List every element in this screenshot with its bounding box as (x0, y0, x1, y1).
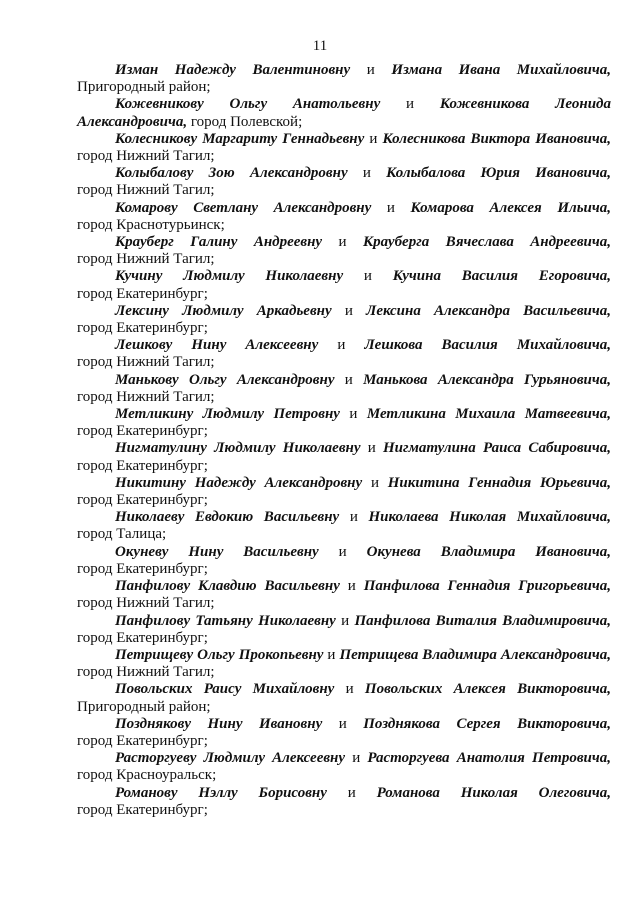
husband-name: Панфилова Виталия Владимировича, (354, 612, 612, 629)
list-item (77, 337, 611, 371)
conjunction: и (347, 578, 356, 595)
place: город Екатеринбург; (77, 801, 208, 818)
list-item (77, 268, 611, 302)
wife-name: Панфилову Татьяну Николаевну (115, 612, 336, 629)
husband-name: Панфилова Геннадия Григорьевича, (363, 578, 612, 595)
conjunction: и (352, 750, 361, 767)
husband-name: Комарова Алексея Ильича, (410, 199, 612, 216)
list-item (77, 613, 611, 647)
husband-name: Романова Николая Олеговича, (376, 784, 612, 801)
husband-name: Петрищева Владимира Александровича, (339, 646, 611, 663)
list-item (77, 475, 611, 509)
couples-list (77, 62, 611, 819)
conjunction: и (369, 130, 378, 147)
wife-name: Нигматулину Людмилу Николаевну (115, 440, 361, 457)
conjunction: и (337, 337, 346, 354)
husband-name: Метликина Михаила Матвеевича, (366, 406, 611, 423)
place: город Екатеринбург; (77, 457, 208, 474)
place: город Екатеринбург; (77, 629, 208, 646)
place: город Екатеринбург; (77, 732, 208, 749)
husband-name: Окунева Владимира Ивановича, (366, 543, 612, 560)
place: город Краснотурьинск; (77, 216, 225, 233)
page-number: 11 (312, 38, 328, 54)
place: город Екатеринбург; (77, 560, 208, 577)
wife-name: Расторгуеву Людмилу Алексеевну (115, 750, 346, 767)
conjunction: и (363, 268, 372, 285)
list-item (77, 785, 611, 819)
place: город Полевской; (190, 113, 303, 130)
conjunction: и (349, 509, 358, 526)
place: город Екатеринбург; (77, 492, 208, 509)
wife-name: Лексину Людмилу Аркадьевну (115, 302, 332, 319)
list-item (77, 578, 611, 612)
wife-name: Никитину Надежду Александровну (115, 474, 363, 491)
husband-name: Никитина Геннадия Юрьевича, (387, 474, 612, 491)
list-item (77, 234, 611, 268)
wife-name: Кучину Людмилу Николаевну (115, 268, 344, 285)
husband-name: Кожевникова Леонида (439, 96, 611, 113)
conjunction: и (338, 543, 347, 560)
conjunction: и (347, 784, 356, 801)
husband-name: Лексина Александра Васильевича, (366, 302, 611, 319)
place: город Екатеринбург; (77, 423, 208, 440)
list-item (77, 509, 611, 543)
place: город Нижний Тагил; (77, 251, 215, 268)
husband-name: Позднякова Сергея Викторовича, (363, 715, 612, 732)
wife-name: Петрищеву Ольгу Прокопьевну (115, 646, 324, 663)
place: город Красноуральск; (77, 767, 217, 784)
place: город Нижний Тагил; (77, 148, 215, 165)
wife-name: Кожевникову Ольгу Анатольевну (115, 96, 381, 113)
list-item (77, 716, 611, 750)
list-item (77, 96, 611, 130)
wife-name: Колыбалову Зою Александровну (115, 165, 348, 182)
list-item (77, 681, 611, 715)
place: город Нижний Тагил; (77, 354, 215, 371)
wife-name: Панфилову Клавдию Васильевну (115, 578, 340, 595)
wife-name: Крауберг Галину Андреевну (115, 234, 323, 251)
conjunction: и (349, 406, 358, 423)
wife-name: Николаеву Евдокию Васильевну (115, 509, 340, 526)
list-item (77, 750, 611, 784)
conjunction: и (327, 646, 336, 663)
conjunction: и (370, 474, 379, 491)
conjunction: и (386, 199, 395, 216)
place: город Нижний Тагил; (77, 664, 215, 681)
wife-name: Метликину Людмилу Петровну (115, 406, 340, 423)
wife-name: Манькову Ольгу Александровну (115, 371, 335, 388)
conjunction: и (338, 715, 347, 732)
wife-name: Колесникову Маргариту Геннадьевну (115, 130, 365, 147)
conjunction: и (344, 371, 353, 388)
list-item (77, 131, 611, 165)
wife-name: Комарову Светлану Александровну (115, 199, 372, 216)
place: город Екатеринбург; (77, 285, 208, 302)
conjunction: и (367, 440, 376, 457)
place: город Талица; (77, 526, 167, 543)
conjunction: и (366, 62, 375, 78)
wife-name: Изман Надежду Валентиновну (115, 62, 351, 78)
wife-name: Повольских Раису Михайловну (115, 681, 335, 698)
conjunction: и (338, 234, 347, 251)
husband-name: Николаева Николая Михайловича, (368, 509, 612, 526)
conjunction: и (344, 302, 353, 319)
wife-name: Романову Нэллу Борисовну (115, 784, 327, 801)
place: город Нижний Тагил; (77, 595, 215, 612)
husband-name: Колыбалова Юрия Ивановича, (386, 165, 611, 182)
husband-name: Крауберга Вячеслава Андреевича, (362, 234, 612, 251)
husband-name: Манькова Александра Гурьяновича, (363, 371, 612, 388)
list-item (77, 200, 611, 234)
husband-name: Лешкова Василия Михайловича, (364, 337, 612, 354)
wife-name: Окуневу Нину Васильевну (115, 543, 319, 560)
conjunction: и (345, 681, 354, 698)
list-item (77, 165, 611, 199)
list-item (77, 372, 611, 406)
conjunction: и (406, 96, 415, 113)
list-item (77, 440, 611, 474)
husband-name: Повольских Алексея Викторовича, (364, 681, 612, 698)
husband-patronymic: Александровича, (77, 113, 188, 130)
list-item (77, 647, 611, 681)
list-item (77, 406, 611, 440)
list-item (77, 62, 611, 96)
place: город Екатеринбург; (77, 320, 208, 337)
husband-name: Нигматулина Раиса Сабировича, (383, 440, 612, 457)
husband-name: Колесникова Виктора Ивановича, (382, 130, 612, 147)
husband-name: Кучина Василия Егоровича, (392, 268, 611, 285)
place: Пригородный район; (77, 79, 211, 96)
husband-name: Измана Ивана Михайловича, (391, 62, 611, 78)
place: город Нижний Тагил; (77, 388, 215, 405)
place: город Нижний Тагил; (77, 182, 215, 199)
conjunction: и (341, 612, 350, 629)
place: Пригородный район; (77, 698, 211, 715)
wife-name: Позднякову Нину Ивановну (115, 715, 323, 732)
list-item (77, 544, 611, 578)
conjunction: и (362, 165, 371, 182)
wife-name: Лешкову Нину Алексеевну (115, 337, 319, 354)
husband-name: Расторгуева Анатолия Петровича, (367, 750, 612, 767)
list-item (77, 303, 611, 337)
